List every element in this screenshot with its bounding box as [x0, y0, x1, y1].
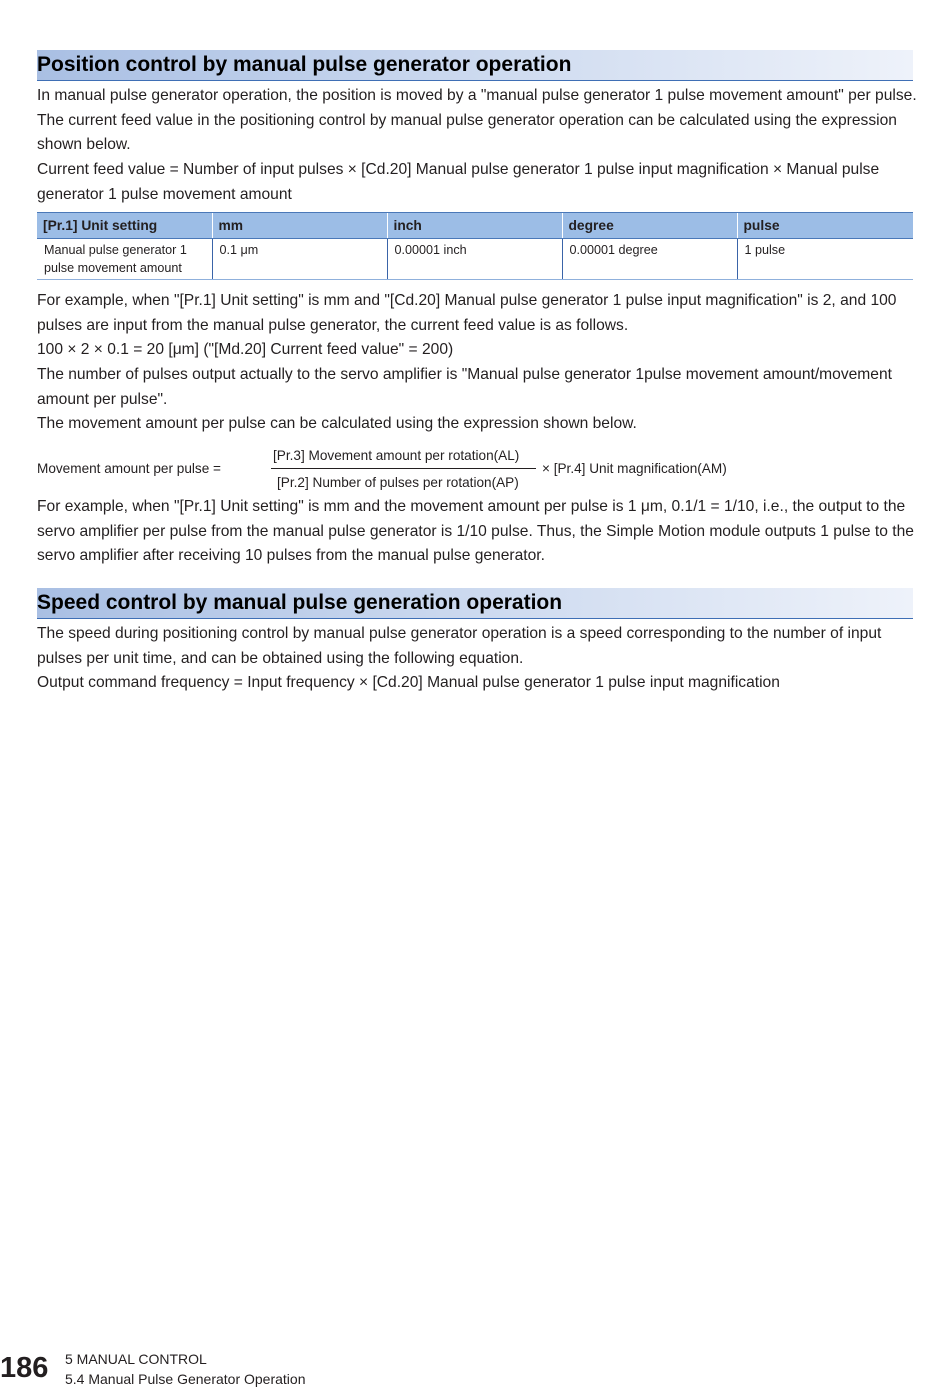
page-number: 186	[0, 1352, 49, 1384]
table-cell: 0.1 μm	[212, 239, 387, 280]
movement-amount-formula	[37, 445, 917, 493]
formula-lhs: Movement amount per pulse =	[37, 461, 221, 476]
paragraph-current-feed-formula: Current feed value = Number of input pulses × [Cd.20] Manual pulse generator 1 pulse input magnification × Manual pulse generator 1 pulse movement amount	[37, 161, 880, 203]
footer-section: 5.4 Manual Pulse Generator Operation	[65, 1371, 306, 1387]
footer-chapter: 5 MANUAL CONTROL	[65, 1351, 207, 1367]
paragraph-calculation: 100 × 2 × 0.1 = 20 [μm] ("[Md.20] Current feed value" = 200)	[37, 341, 454, 358]
section-heading-position-control	[37, 50, 913, 81]
table-cell: 0.00001 inch	[387, 239, 562, 280]
paragraph-example: For example, when "[Pr.1] Unit setting" is mm and "[Cd.20] Manual pulse generator 1 pulse input magnification" is 2, and 100 pulses are input from the manual pulse generator, the current feed value is as follows.	[37, 292, 897, 334]
paragraph-speed-intro: The speed during positioning control by manual pulse generator operation is a speed corresponding to the number of input pulses per unit time, and can be obtained using the following equation.	[37, 625, 882, 667]
paragraph-output-pulses: The number of pulses output actually to the servo amplifier is "Manual pulse generator 1pulse movement amount/movement amount per pulse".	[37, 366, 892, 408]
table-row	[37, 239, 913, 280]
formula-rhs: × [Pr.4] Unit magnification(AM)	[542, 461, 727, 476]
formula-denominator: [Pr.2] Number of pulses per rotation(AP)	[277, 475, 519, 490]
fraction-bar	[271, 468, 536, 469]
table-cell: 1 pulse	[737, 239, 913, 280]
section-title: Speed control by manual pulse generation operation	[37, 591, 563, 614]
formula-numerator: [Pr.3] Movement amount per rotation(AL)	[273, 448, 520, 463]
table-cell: Manual pulse generator 1 pulse movement amount	[37, 239, 212, 280]
table-header-cell: inch	[387, 213, 562, 239]
section-title: Position control by manual pulse generator operation	[37, 53, 572, 76]
table-header-row	[37, 213, 913, 239]
table-header-cell: [Pr.1] Unit setting	[37, 213, 212, 239]
table-header-cell: pulse	[737, 213, 913, 239]
table-header-cell: mm	[212, 213, 387, 239]
paragraph-example-output: For example, when "[Pr.1] Unit setting" is mm and the movement amount per pulse is 1 μm, 0.1/1 = 1/10, i.e., the output to the servo amplifier per pulse from the manual pulse generator is 1/10 pulse. Thus, the Simple Motion module outputs 1 pulse to the servo amplifier after receiving 10 pulses from the manual pulse generator.	[37, 498, 914, 565]
paragraph-intro: In manual pulse generator operation, the position is moved by a "manual pulse generator 1 pulse movement amount" per pulse. The current feed value in the positioning control by manual pulse generator operation can be calculated using the expression shown below.	[37, 87, 917, 154]
section-heading-speed-control	[37, 588, 913, 619]
paragraph-output-frequency: Output command frequency = Input frequency × [Cd.20] Manual pulse generator 1 pulse input magnification	[37, 674, 780, 691]
paragraph-movement-amount: The movement amount per pulse can be calculated using the expression shown below.	[37, 415, 637, 432]
unit-setting-table	[37, 212, 913, 280]
table-header-cell: degree	[562, 213, 737, 239]
table-cell: 0.00001 degree	[562, 239, 737, 280]
